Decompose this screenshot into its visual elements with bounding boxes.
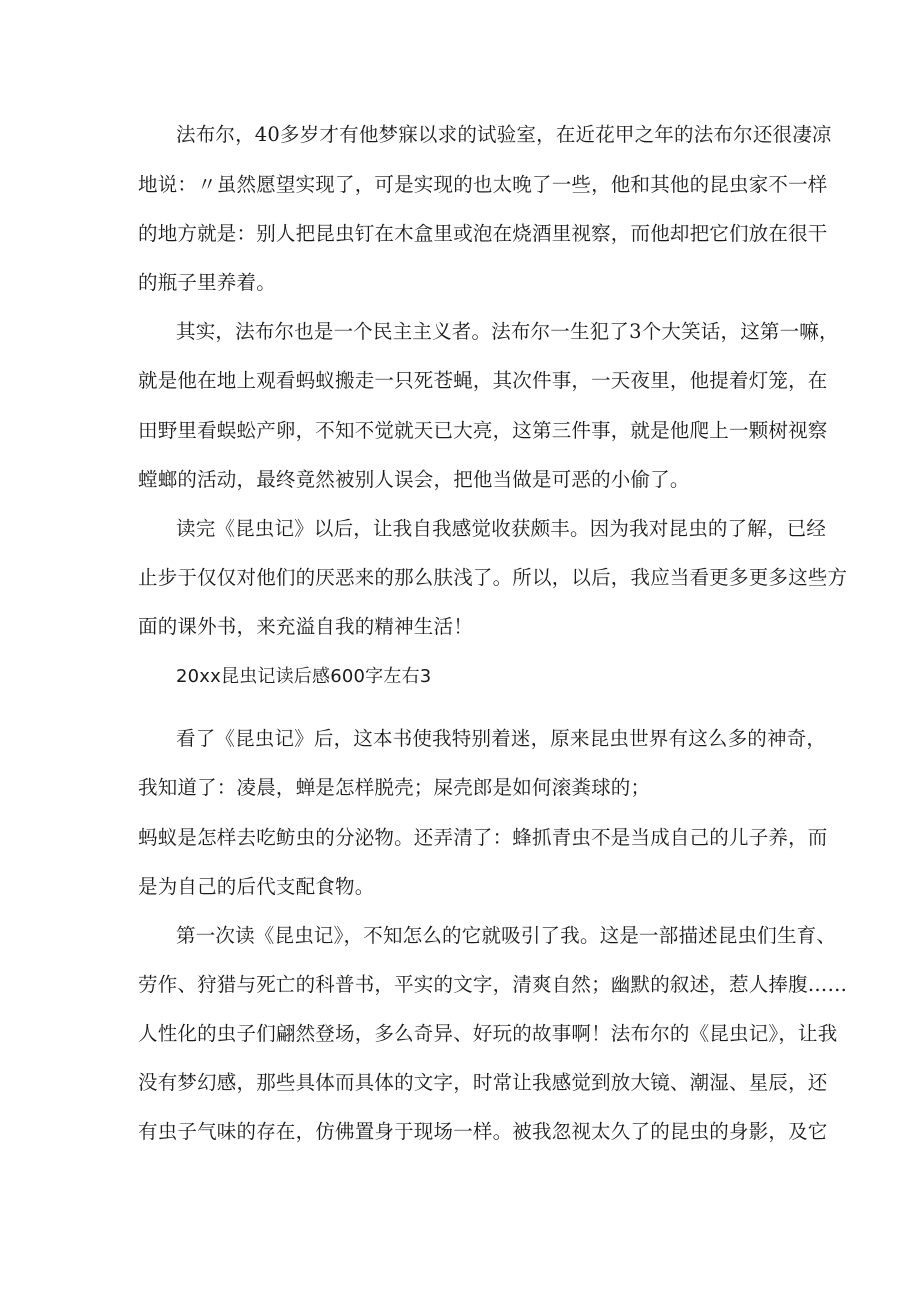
paragraph-5-line-2: 是为自己的后代支配食物。	[138, 875, 375, 898]
paragraph-4-line-1: 看了《昆虫记》后，这本书使我特别着迷，原来昆虫世界有这么多的神奇，	[176, 727, 827, 750]
paragraph-3-line-3: 面的课外书，来充溢自我的精神生活！	[138, 615, 473, 638]
paragraph-1-line-4: 的瓶子里养着。	[138, 271, 276, 294]
paragraph-3-line-2: 止步于仅仅对他们的厌恶来的那么肤浅了。所以，以后，我应当看更多更多这些方	[138, 566, 848, 589]
paragraph-6-line-5: 有虫子气味的存在，仿佛置身于现场一样。被我忽视太久了的昆虫的身影，及它	[138, 1120, 828, 1143]
paragraph-2-line-1: 其实，法布尔也是一个民主主义者。法布尔一生犯了3个大笑话，这第一嘛，	[176, 320, 839, 343]
paragraph-5-line-1: 蚂蚁是怎样去吃鲂虫的分泌物。还弄清了：蜂抓青虫不是当成自己的儿子养，而	[138, 826, 828, 849]
paragraph-1-line-1: 法布尔，40多岁才有他梦寐以求的试验室，在近花甲之年的法布尔还很凄凉	[176, 123, 832, 146]
paragraph-6-line-4: 没有梦幻感，那些具体而具体的文字，时常让我感觉到放大镜、潮湿、星辰，还	[138, 1071, 828, 1094]
paragraph-2-line-2: 就是他在地上观看蚂蚁搬走一只死苍蝇，其次件事，一天夜里，他提着灯笼，在	[138, 369, 828, 392]
paragraph-6-line-1: 第一次读《昆虫记》，不知怎么的它就吸引了我。这是一部描述昆虫们生育、	[176, 924, 837, 947]
section-heading: 20xx昆虫记读后感600字左右3	[176, 666, 432, 687]
paragraph-6-line-2: 劳作、狩猎与死亡的科普书，平实的文字，清爽自然；幽默的叙述，惹人捧腹……	[138, 973, 848, 996]
paragraph-6-line-3: 人性化的虫子们翩然登场，多么奇异、好玩的故事啊！法布尔的《昆虫记》，让我	[138, 1022, 838, 1045]
paragraph-4-line-2: 我知道了：凌晨，蝉是怎样脱壳；屎壳郎是如何滚粪球的；	[138, 776, 651, 799]
paragraph-1-line-3: 的地方就是：别人把昆虫钉在木盒里或泡在烧酒里视察，而他却把它们放在很干	[138, 222, 828, 245]
paragraph-3-line-1: 读完《昆虫记》以后，让我自我感觉收获颇丰。因为我对昆虫的了解，已经	[176, 517, 827, 540]
paragraph-1-line-2: 地说：〃虽然愿望实现了，可是实现的也太晚了一些，他和其他的昆虫家不一样	[138, 173, 828, 196]
paragraph-2-line-3: 田野里看蜈蚣产卵，不知不觉就天已大亮，这第三件事，就是他爬上一颗树视察	[138, 419, 828, 442]
paragraph-2-line-4: 螳螂的活动，最终竟然被别人误会，把他当做是可恶的小偷了。	[138, 468, 690, 491]
